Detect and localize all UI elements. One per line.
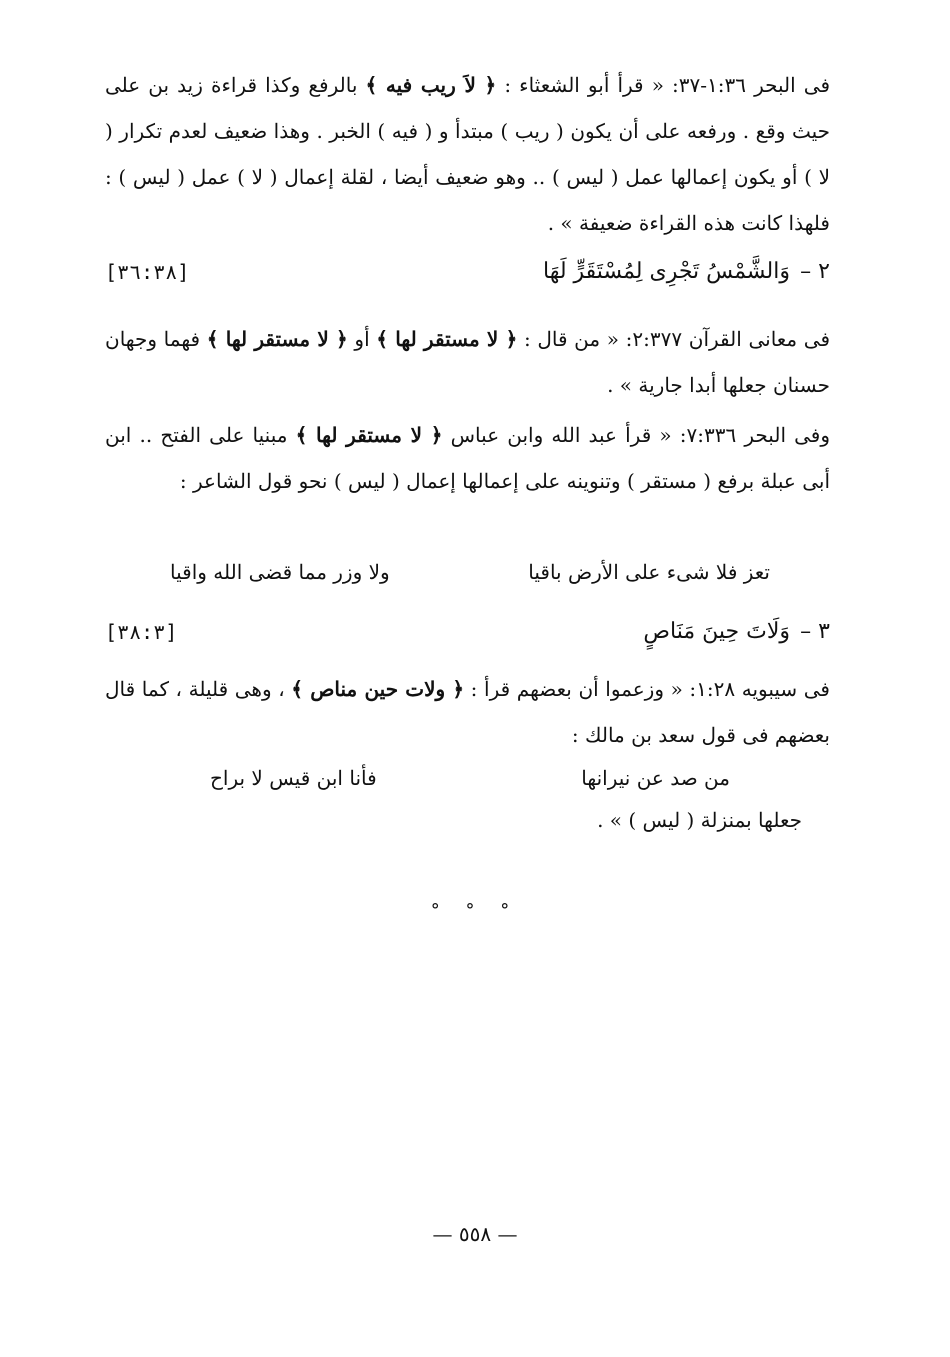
poem-1-left-hemistich: ولا وزر مما قضى الله واقيا [170, 560, 390, 584]
p3-text-a: وفى البحر ٧:٣٣٦: « قرأ عبد الله وابن عباس [442, 423, 831, 447]
p1-quran-quote: ﴿ لاَ ريب فيه ﴾ [365, 73, 497, 97]
verse-heading-2 [105, 252, 830, 292]
paragraph-4 [105, 666, 830, 758]
closing-line: جعلها بمنزلة ( ليس ) » . [597, 808, 802, 832]
p2-text-c: فهما وجهان حسنان جعلها أبدا جارية » . [105, 327, 830, 397]
verse-heading-3 [105, 612, 830, 652]
p1-text-a: فى البحر ١:٣٦-٣٧: « قرأ أبو الشعثاء : [496, 73, 831, 97]
page-number: — ٥٥٨ — [432, 1222, 518, 1246]
p2-text-a: فى معانى القرآن ٢:٣٧٧: « من قال : [517, 327, 831, 351]
verse-text: وَلَاتَ حِينَ مَنَاصٍ [643, 619, 790, 644]
poem-2-left-hemistich: فأنا ابن قيس لا براح [210, 766, 377, 790]
p4-text-a: فى سيبويه ١:٢٨: « وزعموا أن بعضهم قرأ : [464, 677, 830, 701]
paragraph-2 [105, 316, 830, 408]
p3-quote: ﴿ لا مستقر لها ﴾ [295, 423, 443, 447]
p3-text-c: مبنيا على الفتح .. ابن أبى عبلة برفع ( مستقر ) وتنوينه على إعمالها إعمال ( ليس ) نحو قول الشاعر : [105, 423, 830, 493]
p4-quote: ﴿ ولات حين مناص ﴾ [291, 677, 465, 701]
verse-reference: [٣٦:٣٨] [105, 260, 190, 284]
paragraph-1 [105, 62, 830, 246]
p2-text-mid: أو [347, 327, 377, 351]
p2-quote-2: ﴿ لا مستقر لها ﴾ [206, 327, 348, 351]
p1-text-b: بالرفع وكذا قراءة زيد بن على حيث وقع . ورفعه على أن يكون ( ريب ) مبتدأ و ( فيه ) الخبر . وهذا ضعيف لعدم تكرار ( لا ) أو يكون إعمالها عمل ( ليس ) .. وهو ضعيف أيضا ، لقلة إعمال ( لا ) عمل ( ليس ) : فلهذا كانت هذه القراءة ضعيفة » . [105, 73, 830, 235]
verse-reference: [٣٨:٣] [105, 620, 178, 644]
verse-text: وَالشَّمْسُ تَجْرِى لِمُسْتَقَرٍّ لَهَا [543, 259, 790, 284]
poem-1-right-hemistich: تعز فلا شىء على الأرض باقيا [528, 560, 770, 584]
verse-number: ٢ – [800, 259, 830, 284]
paragraph-3 [105, 412, 830, 504]
poem-2-right-hemistich: من صد عن نيرانها [581, 766, 730, 790]
p2-quote-1: ﴿ لا مستقر لها ﴾ [376, 327, 518, 351]
section-separator: ° ° ° [430, 900, 520, 921]
verse-number: ٣ – [800, 619, 830, 644]
p4-text-c: ، وهى قليلة ، كما قال بعضهم فى قول سعد بن مالك : [105, 677, 830, 747]
